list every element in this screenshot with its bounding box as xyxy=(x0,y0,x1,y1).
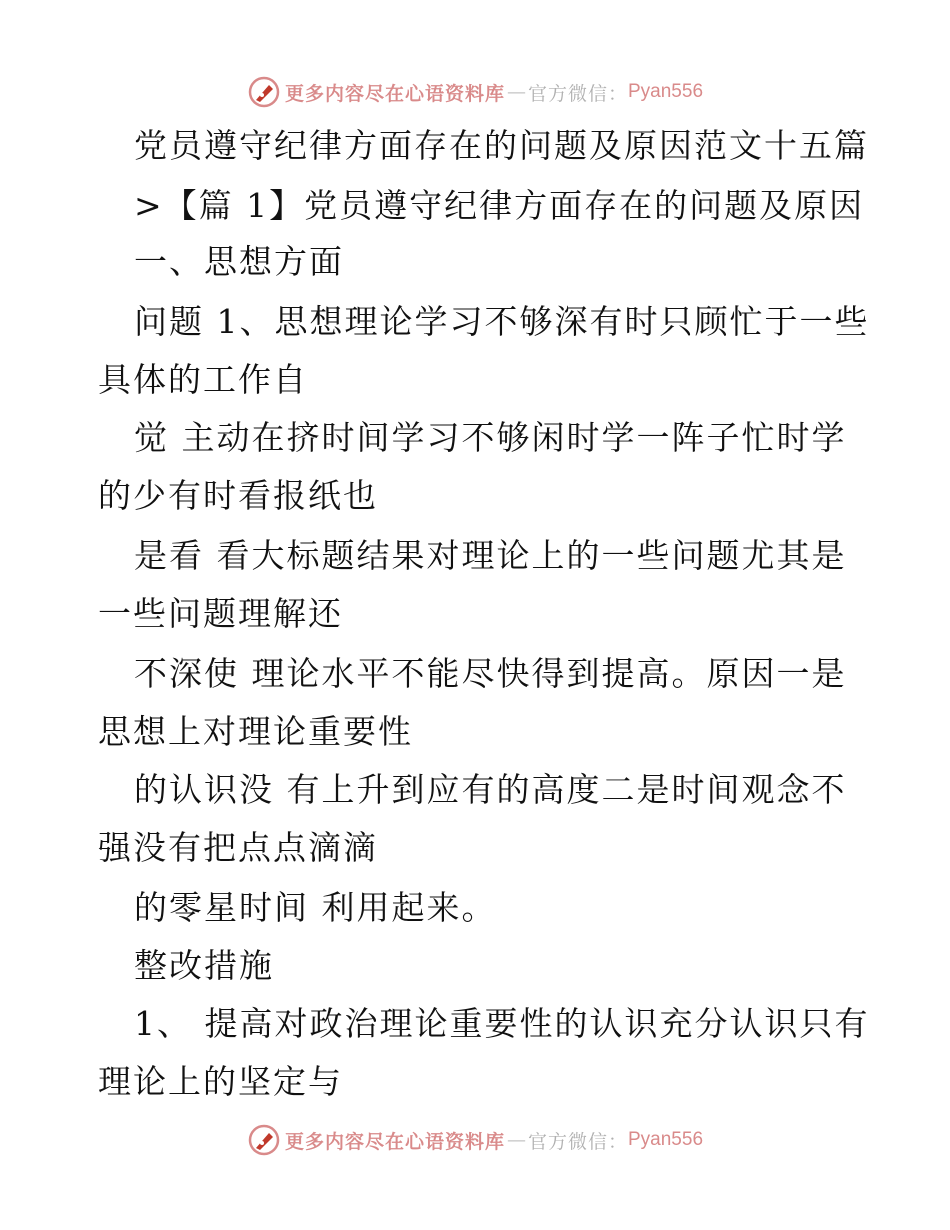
paragraph-line: 整改措施 xyxy=(134,946,274,985)
paragraph-line: 的认识没 有上升到应有的高度二是时间观念不 xyxy=(134,770,847,809)
paragraph-line: 强没有把点点滴滴 xyxy=(98,828,378,867)
paragraph-line: 是看 看大标题结果对理论上的一些问题尤其是 xyxy=(134,536,847,575)
pen-nib-icon xyxy=(247,1123,281,1157)
paragraph-line: 理论上的坚定与 xyxy=(98,1062,343,1101)
watermark-label: 官方微信： xyxy=(527,1130,628,1153)
paragraph-line: 一些问题理解还 xyxy=(98,594,343,633)
paragraph-line: 觉 主动在挤时间学习不够闲时学一阵子忙时学 xyxy=(134,418,847,457)
document-title: 党员遵守纪律方面存在的问题及原因范文十五篇 xyxy=(134,126,869,165)
paragraph-line: 一、思想方面 xyxy=(134,242,344,281)
paragraph-line: 1、 提高对政治理论重要性的认识充分认识只有 xyxy=(134,1004,870,1043)
paragraph-line: 具体的工作自 xyxy=(98,360,308,399)
section-heading: >【篇 1】党员遵守纪律方面存在的问题及原因 xyxy=(134,186,865,225)
footer-watermark xyxy=(0,1120,950,1160)
watermark-label: 官方微信： xyxy=(527,82,628,105)
watermark-separator: — xyxy=(506,1129,526,1151)
watermark-account: Pyan556 xyxy=(628,1129,704,1150)
watermark-site-text: 更多内容尽在心语资料库 xyxy=(284,82,505,105)
paragraph-line: 的少有时看报纸也 xyxy=(98,476,378,515)
paragraph-line: 不深使 理论水平不能尽快得到提高。原因一是 xyxy=(134,654,847,693)
watermark-site-text: 更多内容尽在心语资料库 xyxy=(284,1130,505,1153)
watermark-account: Pyan556 xyxy=(628,81,704,102)
paragraph-line: 的零星时间 利用起来。 xyxy=(134,888,497,927)
paragraph-line: 问题 1、思想理论学习不够深有时只顾忙于一些 xyxy=(134,302,870,341)
watermark-separator: — xyxy=(506,81,526,103)
paragraph-line: 思想上对理论重要性 xyxy=(98,712,413,751)
